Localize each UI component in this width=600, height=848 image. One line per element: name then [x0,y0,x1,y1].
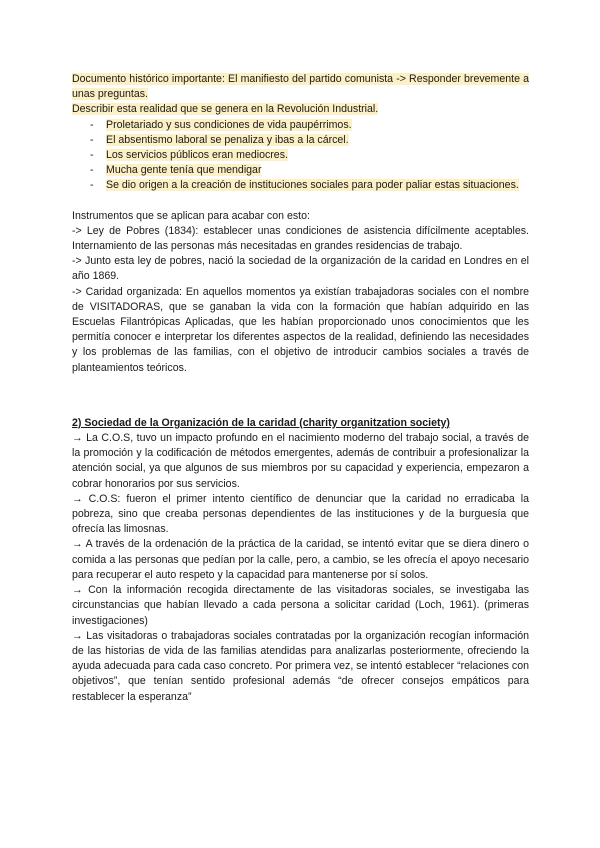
instruments-paragraph: -> Ley de Pobres (1834): establecer unas condiciones de asistencia difícilmente aceptables. Internamiento de las personas más necesitadas en grandes residencias de trabajo. [72,224,529,253]
section-2-paragraph: → C.O.S: fueron el primer intento científico de denunciar que la caridad no erradicaba la pobreza, sino que creaba personas dependientes de las instituciones y de la burguesía que ofrecía las limosnas. [72,492,529,536]
section-2-paragraph: → Con la información recogida directamente de las visitadoras sociales, se investigaba las circunstancias que habían llevado a cada persona a solicitar caridad (Loch, 1961). (primeras investigaciones) [72,584,529,627]
bullet-list [72,118,529,194]
section-2-paragraph: → Las visitadoras o trabajadoras sociales contratadas por la organización recogían información de las historias de vida de las familias atendidas para analizarlas posteriormente, ofreciendo la ayuda adecuada para cada caso concreto. Por primera vez, se intentó establecer “relaciones con objetivos”, que tenían sentido profesional además “de ofrecer consejos empáticos para restablecer la esperanza” [72,629,529,703]
dash-marker: - [90,149,94,162]
intro-line-1: Documento histórico importante: El manifiesto del partido comunista -> Responder brevemente a unas preguntas. [72,73,529,101]
instruments-intro: Instrumentos que se aplican para acabar con esto: [72,209,310,222]
section-2-heading: 2) Sociedad de la Organización de la caridad (charity organitzation society) [72,416,450,429]
dash-marker: - [90,118,94,131]
bullet-item: - Los servicios públicos eran mediocres. [72,148,529,163]
dash-marker: - [90,133,94,146]
dash-marker: - [90,164,94,177]
spacer [72,376,529,401]
intro-line-2: Describir esta realidad que se genera en la Revolución Industrial. [72,103,379,116]
instruments-paragraph: -> Caridad organizada: En aquellos momentos ya existían trabajadoras sociales con el nombre de VISITADORAS, que se ganaban la vida con la formación que habían adquirido en las Escuelas Filantrópicas Aplicadas, que les habían proporcionado unos conocimientos que les permitía conocer e interpretar los diferentes aspectos de la realidad, definiendo las necesidades y los problemas de las familias, con el objetivo de introducir cambios sociales a través de planteamientos teóricos. [72,285,529,374]
bullet-item: - El absentismo laboral se penaliza y ibas a la cárcel. [72,133,529,148]
bullet-item: - Mucha gente tenía que mendigar [72,163,529,178]
dash-marker: - [90,179,94,192]
spacer [72,401,529,416]
bullet-item: - Se dio origen a la creación de instituciones sociales para poder paliar estas situaciones. [72,178,529,193]
bullet-item: - Proletariado y sus condiciones de vida paupérrimos. [72,118,529,133]
document-page [72,72,529,705]
section-2-paragraph: → La C.O.S, tuvo un impacto profundo en el nacimiento moderno del trabajo social, a través de la promoción y la codificación de métodos emergentes, además de contribuir a profesionalizar la atención social, ya que algunos de sus miembros por su capacidad y experiencia, empezaron a cobrar honorarios por sus servicios. [72,432,529,490]
section-2-paragraph: → A través de la ordenación de la práctica de la caridad, se intentó evitar que se diera dinero o comida a las personas que pedían por la calle, pero, a cambio, se les ofrecía el apoyo necesario para recuperar el auto respeto y la capacidad para mantenerse por sí solos. [72,538,529,581]
instruments-paragraph: -> Junto esta ley de pobres, nació la sociedad de la organización de la caridad en Londres en el año 1869. [72,255,529,283]
spacer [72,194,529,209]
